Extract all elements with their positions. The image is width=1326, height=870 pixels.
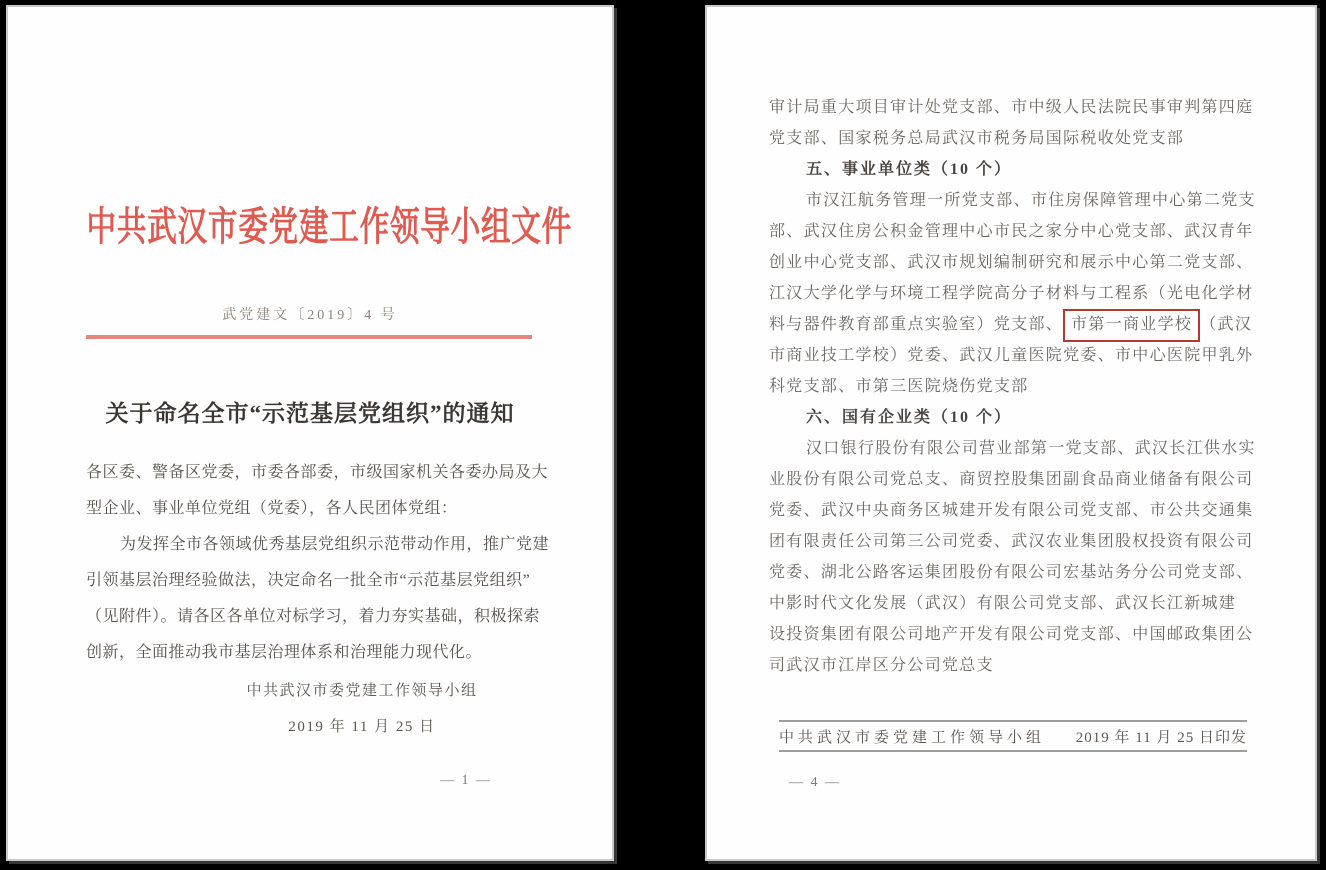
- document-line: 司武汉市江岸区分公司党总支: [769, 657, 994, 674]
- body-line: 创新，全面推动我市基层治理体系和治理能力现代化。: [86, 644, 483, 661]
- footer-rule-bottom: [779, 750, 1247, 752]
- footer-print-date: 2019 年 11 月 25 日印发: [1075, 729, 1247, 746]
- document-number: 武党建文〔2019〕4 号: [222, 308, 398, 323]
- document-line: 科党支部、市第三医院烧伤党支部: [769, 378, 1029, 395]
- document-line: 江汉大学化学与环境工程学院高分子材料与工程系（光电化学材: [769, 285, 1254, 302]
- red-annotation-box: 市第一商业学校: [1063, 309, 1200, 342]
- line-segment-post: （武汉: [1200, 316, 1253, 333]
- page-number: — 1 —: [440, 773, 492, 788]
- document-line: 中影时代文化发展（武汉）有限公司党支部、武汉长江新城建: [769, 595, 1237, 612]
- document-footer: [779, 720, 1247, 752]
- salutation-line: 型企业、事业单位党组（党委），各人民团体党组：: [86, 500, 458, 517]
- body-line: 为发挥全市各领域优秀基层党组织示范带动作用，推广党建: [120, 536, 550, 553]
- document-line: 市汉江航务管理一所党支部、市住房保障管理中心第二党支: [806, 192, 1256, 209]
- document-line: 业股份有限公司党总支、商贸控股集团副食品商业储备有限公司: [769, 471, 1254, 488]
- document-line: 部、武汉住房公积金管理中心市民之家分中心党支部、武汉青年: [769, 223, 1254, 240]
- red-letterhead-title: 中共武汉市委党建工作领导小组文件: [86, 204, 572, 249]
- document-line: 党委、武汉中央商务区城建开发有限公司党支部、市公共交通集: [769, 502, 1254, 519]
- document-line-highlighted: [769, 309, 1259, 340]
- signature-issuer: 中共武汉市委党建工作领导小组: [246, 683, 478, 699]
- body-line: 引领基层治理经验做法，决定命名一批全市“示范基层党组织”: [86, 572, 531, 589]
- attachment-list: [769, 92, 1259, 681]
- line-segment-pre: 料与器件教育部重点实验室）党支部、: [769, 316, 1064, 333]
- notice-title: 关于命名全市“示范基层党组织”的通知: [105, 401, 515, 426]
- document-line: 市商业技工学校）党委、武汉儿童医院党委、市中心医院甲乳外: [769, 347, 1254, 364]
- signature-date: 2019 年 11 月 25 日: [288, 719, 436, 735]
- document-line: 汉口银行股份有限公司营业部第一党支部、武汉长江供水实: [806, 440, 1256, 457]
- body-line: （见附件）。请各区各单位对标学习，着力夯实基础，积极探索: [86, 608, 541, 625]
- document-line: 党支部、国家税务总局武汉市税务局国际税收处党支部: [769, 130, 1185, 147]
- document-line: 创业中心党支部、武汉市规划编制研究和展示中心第二党支部、: [769, 254, 1254, 271]
- document-line: 党委、湖北公路客运集团股份有限公司宏基站务分公司党支部、: [769, 564, 1254, 581]
- document-line: 审计局重大项目审计处党支部、市中级人民法院民事审判第四庭: [769, 99, 1254, 116]
- red-divider-rule: [86, 335, 532, 339]
- signature-block: [60, 673, 664, 745]
- section-heading-6: 六、国有企业类（10 个）: [806, 409, 1013, 426]
- footer-issuer: 中共武汉市委党建工作领导小组: [779, 729, 1046, 746]
- document-line: 团有限责任公司第三公司党委、武汉农业集团股权投资有限公司: [769, 533, 1254, 550]
- page-number: — 4 —: [789, 775, 841, 790]
- section-heading-5: 五、事业单位类（10 个）: [806, 161, 1013, 178]
- document-page-1: [6, 5, 614, 861]
- salutation-line: 各区委、警备区党委，市委各部委，市级国家机关各委办局及大: [86, 464, 549, 481]
- document-line: 设投资集团有限公司地产开发有限公司党支部、中国邮政集团公: [769, 626, 1254, 643]
- document-page-4: [705, 5, 1317, 861]
- notice-body: [86, 455, 550, 671]
